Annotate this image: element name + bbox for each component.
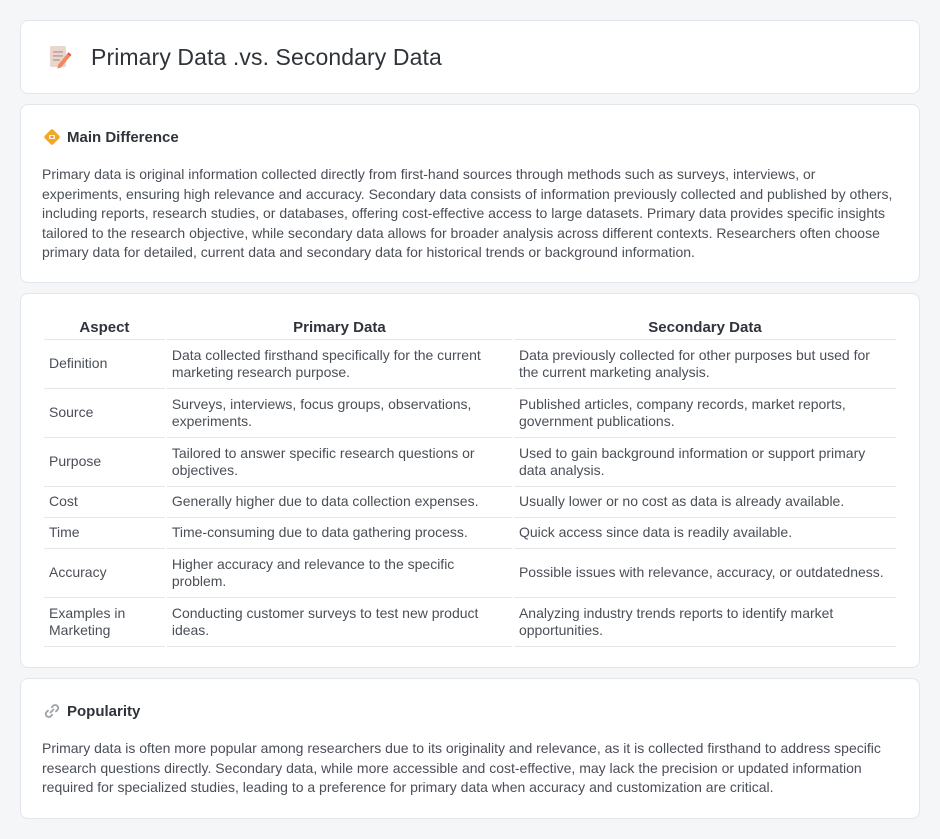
aspect-cell: Time	[44, 518, 165, 549]
primary-cell: Data collected firsthand specifically for the current marketing research purpose.	[167, 340, 512, 389]
table-row	[44, 518, 896, 549]
title-card	[20, 20, 920, 94]
popularity-heading: Popularity	[67, 702, 141, 720]
secondary-cell: Data previously collected for other purposes but used for the current marketing analysis.	[514, 340, 896, 389]
aspect-cell: Cost	[44, 487, 165, 518]
primary-cell: Time-consuming due to data gathering process.	[167, 518, 512, 549]
aspect-cell: Examples in Marketing	[44, 598, 165, 647]
link-icon	[43, 702, 61, 720]
main-difference-heading: Main Difference	[67, 128, 179, 146]
main-difference-text: Primary data is original information collected directly from first-hand sources through methods such as surveys, interviews, or experiments, ensuring high relevance and accuracy. Secondary data consists of information previously collected and published by others, including reports, research studies, or databases, offering cost-effective access to large datasets. Primary data provides specific insights tailored to the research objective, while secondary data allows for broader analysis across different contexts. Researchers often choose primary data for detailed, current data and secondary data for historical trends or background information.	[42, 166, 893, 261]
aspect-cell: Purpose	[44, 438, 165, 487]
aspect-cell: Definition	[44, 340, 165, 389]
primary-cell: Generally higher due to data collection expenses.	[167, 487, 512, 518]
popularity-text: Primary data is often more popular among researchers due to its originality and relevance, as it is collected firsthand to address specific research questions directly. Secondary data, while more accessible and cost-effective, may lack the precision or updated information required for specialized studies, leading to a preference for primary data when accuracy and customization are critical.	[42, 740, 881, 796]
aspect-cell: Accuracy	[44, 549, 165, 598]
primary-cell: Conducting customer surveys to test new product ideas.	[167, 598, 512, 647]
table-row	[44, 549, 896, 598]
primary-cell: Surveys, interviews, focus groups, observations, experiments.	[167, 389, 512, 438]
comparison-table	[42, 316, 898, 647]
table-row	[44, 389, 896, 438]
table-row	[44, 340, 896, 389]
comparison-card	[20, 293, 920, 668]
table-row	[44, 598, 896, 647]
main-difference-heading-row	[43, 128, 179, 146]
secondary-cell: Published articles, company records, market reports, government publications.	[514, 389, 896, 438]
popularity-heading-row	[43, 702, 140, 720]
diamond-sign-icon	[43, 128, 61, 146]
header-aspect: Aspect	[44, 316, 165, 340]
main-difference-card	[20, 104, 920, 283]
secondary-cell: Possible issues with relevance, accuracy, or outdatedness.	[514, 549, 896, 598]
header-primary: Primary Data	[167, 316, 512, 340]
header-secondary: Secondary Data	[514, 316, 896, 340]
table-row	[44, 487, 896, 518]
secondary-cell: Usually lower or no cost as data is already available.	[514, 487, 896, 518]
table-header-row	[44, 316, 896, 340]
primary-cell: Higher accuracy and relevance to the specific problem.	[167, 549, 512, 598]
secondary-cell: Used to gain background information or support primary data analysis.	[514, 438, 896, 487]
popularity-card	[20, 678, 920, 819]
page-title: Primary Data .vs. Secondary Data	[91, 43, 442, 70]
table-row	[44, 438, 896, 487]
edit-document-icon	[45, 43, 73, 71]
secondary-cell: Quick access since data is readily available.	[514, 518, 896, 549]
aspect-cell: Source	[44, 389, 165, 438]
primary-cell: Tailored to answer specific research questions or objectives.	[167, 438, 512, 487]
title-row	[45, 43, 442, 71]
secondary-cell: Analyzing industry trends reports to identify market opportunities.	[514, 598, 896, 647]
